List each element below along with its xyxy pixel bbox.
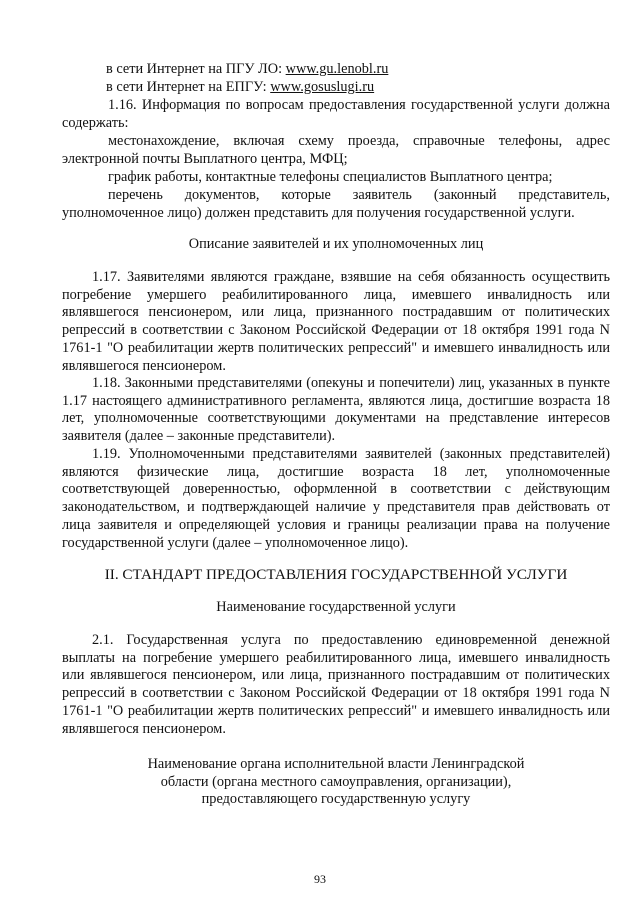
pgu-line (106, 61, 610, 79)
paragraph-1-16: 1.16. Информация по вопросам предоставления государственной услуги должна содержать: (62, 97, 610, 131)
pgu-label: в сети Интернет на ПГУ ЛО: (106, 61, 286, 77)
item-location: местонахождение, включая схему проезда, справочные телефоны, адрес электронной почты Выплатного центра, МФЦ; (62, 133, 610, 167)
paragraph-1-18: 1.18. Законными представителями (опекуны и попечители) лиц, указанных в пункте 1.17 настоящего административного регламента, являются лица, достигшие возраста 18 лет, уполномоченные соответствующими документами на представление интересов заявителя (далее – законные представители). (62, 375, 610, 445)
heading-standard: II. СТАНДАРТ ПРЕДОСТАВЛЕНИЯ ГОСУДАРСТВЕННОЙ УСЛУГИ (104, 566, 568, 583)
epgu-link[interactable]: www.gosuslugi.ru (270, 79, 375, 95)
heading-applicants: Описание заявителей и их уполномоченных лиц (188, 236, 484, 252)
paragraph-2-1: 2.1. Государственная услуга по предоставлению единовременной денежной выплаты на погребение умершего реабилитированного лица, имевшего инвалидность или являвшегося пенсионером, или лица, признанного пострадавшим от политических репрессий в соответствии с Законом Российской Федерации от 18 октября 1991 года N 1761-1 "О реабилитации жертв политических репрессий" и имевшего инвалидность или являвшегося пенсионером. (62, 632, 610, 737)
subheading-authority-line-1: Наименование органа исполнительной власти Ленинградской (147, 756, 525, 772)
pgu-link[interactable]: www.gu.lenobl.ru (285, 61, 389, 77)
item-documents: перечень документов, которые заявитель (законный представитель, уполномоченное лицо) должен представить для получения государственной услуги. (62, 187, 610, 221)
page-number: 93 (314, 872, 326, 886)
paragraph-1-17: 1.17. Заявителями являются граждане, взявшие на себя обязанность осуществить погребение умершего реабилитированного лица, имевшего инвалидность или являвшегося пенсионером, или лица, признанного пострадавшим от политических репрессий в соответствии с Законом Российской Федерации от 18 октября 1991 года N 1761-1 "О реабилитации жертв политических репрессий" и имевшего инвалидность или являвшегося пенсионером. (62, 269, 610, 374)
epgu-line (106, 79, 610, 97)
item-schedule: график работы, контактные телефоны специалистов Выплатного центра; (108, 169, 553, 185)
subheading-service-name: Наименование государственной услуги (216, 599, 456, 615)
subheading-authority (62, 756, 610, 809)
subheading-authority-line-2: области (органа местного самоуправления, организации), (160, 773, 512, 790)
paragraph-1-19: 1.19. Уполномоченными представителями заявителей (законных представителей) являются физические лица, достигшие возраста 18 лет, уполномоченные соответствующей доверенностью, оформленной в соответствии с действующим законодательством, и подтверждающей наличие у представителя прав действовать от лица заявителя и определяющей условия и границы реализации права на получение государственной услуги (далее – уполномоченное лицо). (62, 446, 610, 551)
subheading-authority-line-3: предоставляющего государственную услугу (201, 791, 471, 808)
epgu-label: в сети Интернет на ЕПГУ: (106, 79, 271, 95)
